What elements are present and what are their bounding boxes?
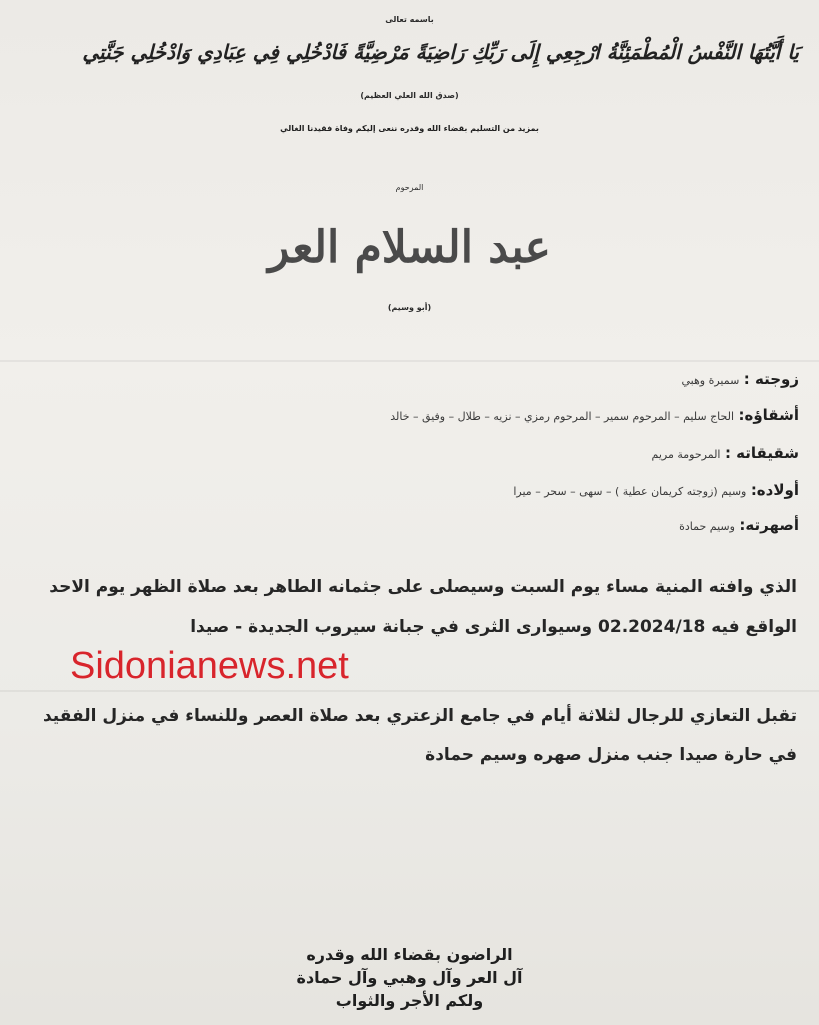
family-children [513, 481, 799, 499]
deceased-nickname: (أبو وسيم) [387, 303, 432, 312]
basmala-heading: باسمه تعالى [385, 15, 434, 24]
family-value: الحاج سليم – المرحوم سمير – المرحوم رمزي – نزيه – طلال – وفيق – خالد [390, 410, 735, 423]
family-label: أولاده: [750, 481, 799, 499]
site-watermark: Sidonianews.net [70, 645, 349, 687]
paper-fold [0, 690, 819, 692]
details-line-4: في حارة صيدا جنب منزل صهره وسيم حمادة [425, 745, 797, 765]
family-label: أصهرته: [739, 516, 799, 534]
family-label: زوجته : [743, 370, 799, 388]
signoff-block [0, 945, 819, 1010]
family-wife [682, 370, 800, 388]
deceased-name: عبد السلام العر [268, 222, 551, 273]
family-in-laws [679, 516, 799, 534]
family-sisters [652, 444, 799, 462]
quran-verse: يَا أَيَّتُهَا النَّفْسُ الْمُطْمَئِنَّةُ ارْجِعِي إِلَى رَبِّكِ رَاضِيَةً مَرْضِيَّةً فَادْخُلِي فِي عِبَادِي وَادْخُلِي جَنَّتِي [82, 40, 799, 64]
late-label: المرحوم [395, 183, 424, 192]
family-label: أشقاؤه: [738, 406, 799, 424]
details-line-2: الواقع فيه 02.2024/18 وسيوارى الثرى في جبانة سيروب الجديدة - صيدا [190, 617, 797, 637]
family-value: سميرة وهبي [681, 374, 740, 387]
details-line-1: الذي وافته المنية مساء يوم السبت وسيصلى على جثمانه الطاهر بعد صلاة الظهر يوم الاحد [49, 577, 797, 597]
signoff-line-1: الراضون بقضاء الله وقدره [306, 945, 513, 964]
family-value: المرحومة مريم [651, 448, 721, 461]
paper-fold [0, 360, 819, 362]
family-brothers [390, 406, 799, 424]
details-line-3: تقبل التعازي للرجال لثلاثة أيام في جامع الزعتري بعد صلاة العصر وللنساء في منزل الفقيد [42, 706, 797, 726]
signoff-line-3: ولكم الأجر والثواب [335, 991, 484, 1010]
verse-closing: (صدق الله العلي العظيم) [360, 91, 459, 100]
signoff-line-2: آل العر وآل وهبي وآل حمادة [296, 968, 523, 987]
family-value: وسيم حمادة [679, 520, 735, 533]
announcement-intro: بمزيد من التسليم بقضاء الله وقدره ننعى إليكم وفاة فقيدنا الغالي [280, 124, 539, 133]
family-label: شقيقاته : [724, 444, 799, 462]
family-value: وسيم (زوجته كريمان عطية ) – سهى – سحر – ميرا [513, 485, 747, 498]
